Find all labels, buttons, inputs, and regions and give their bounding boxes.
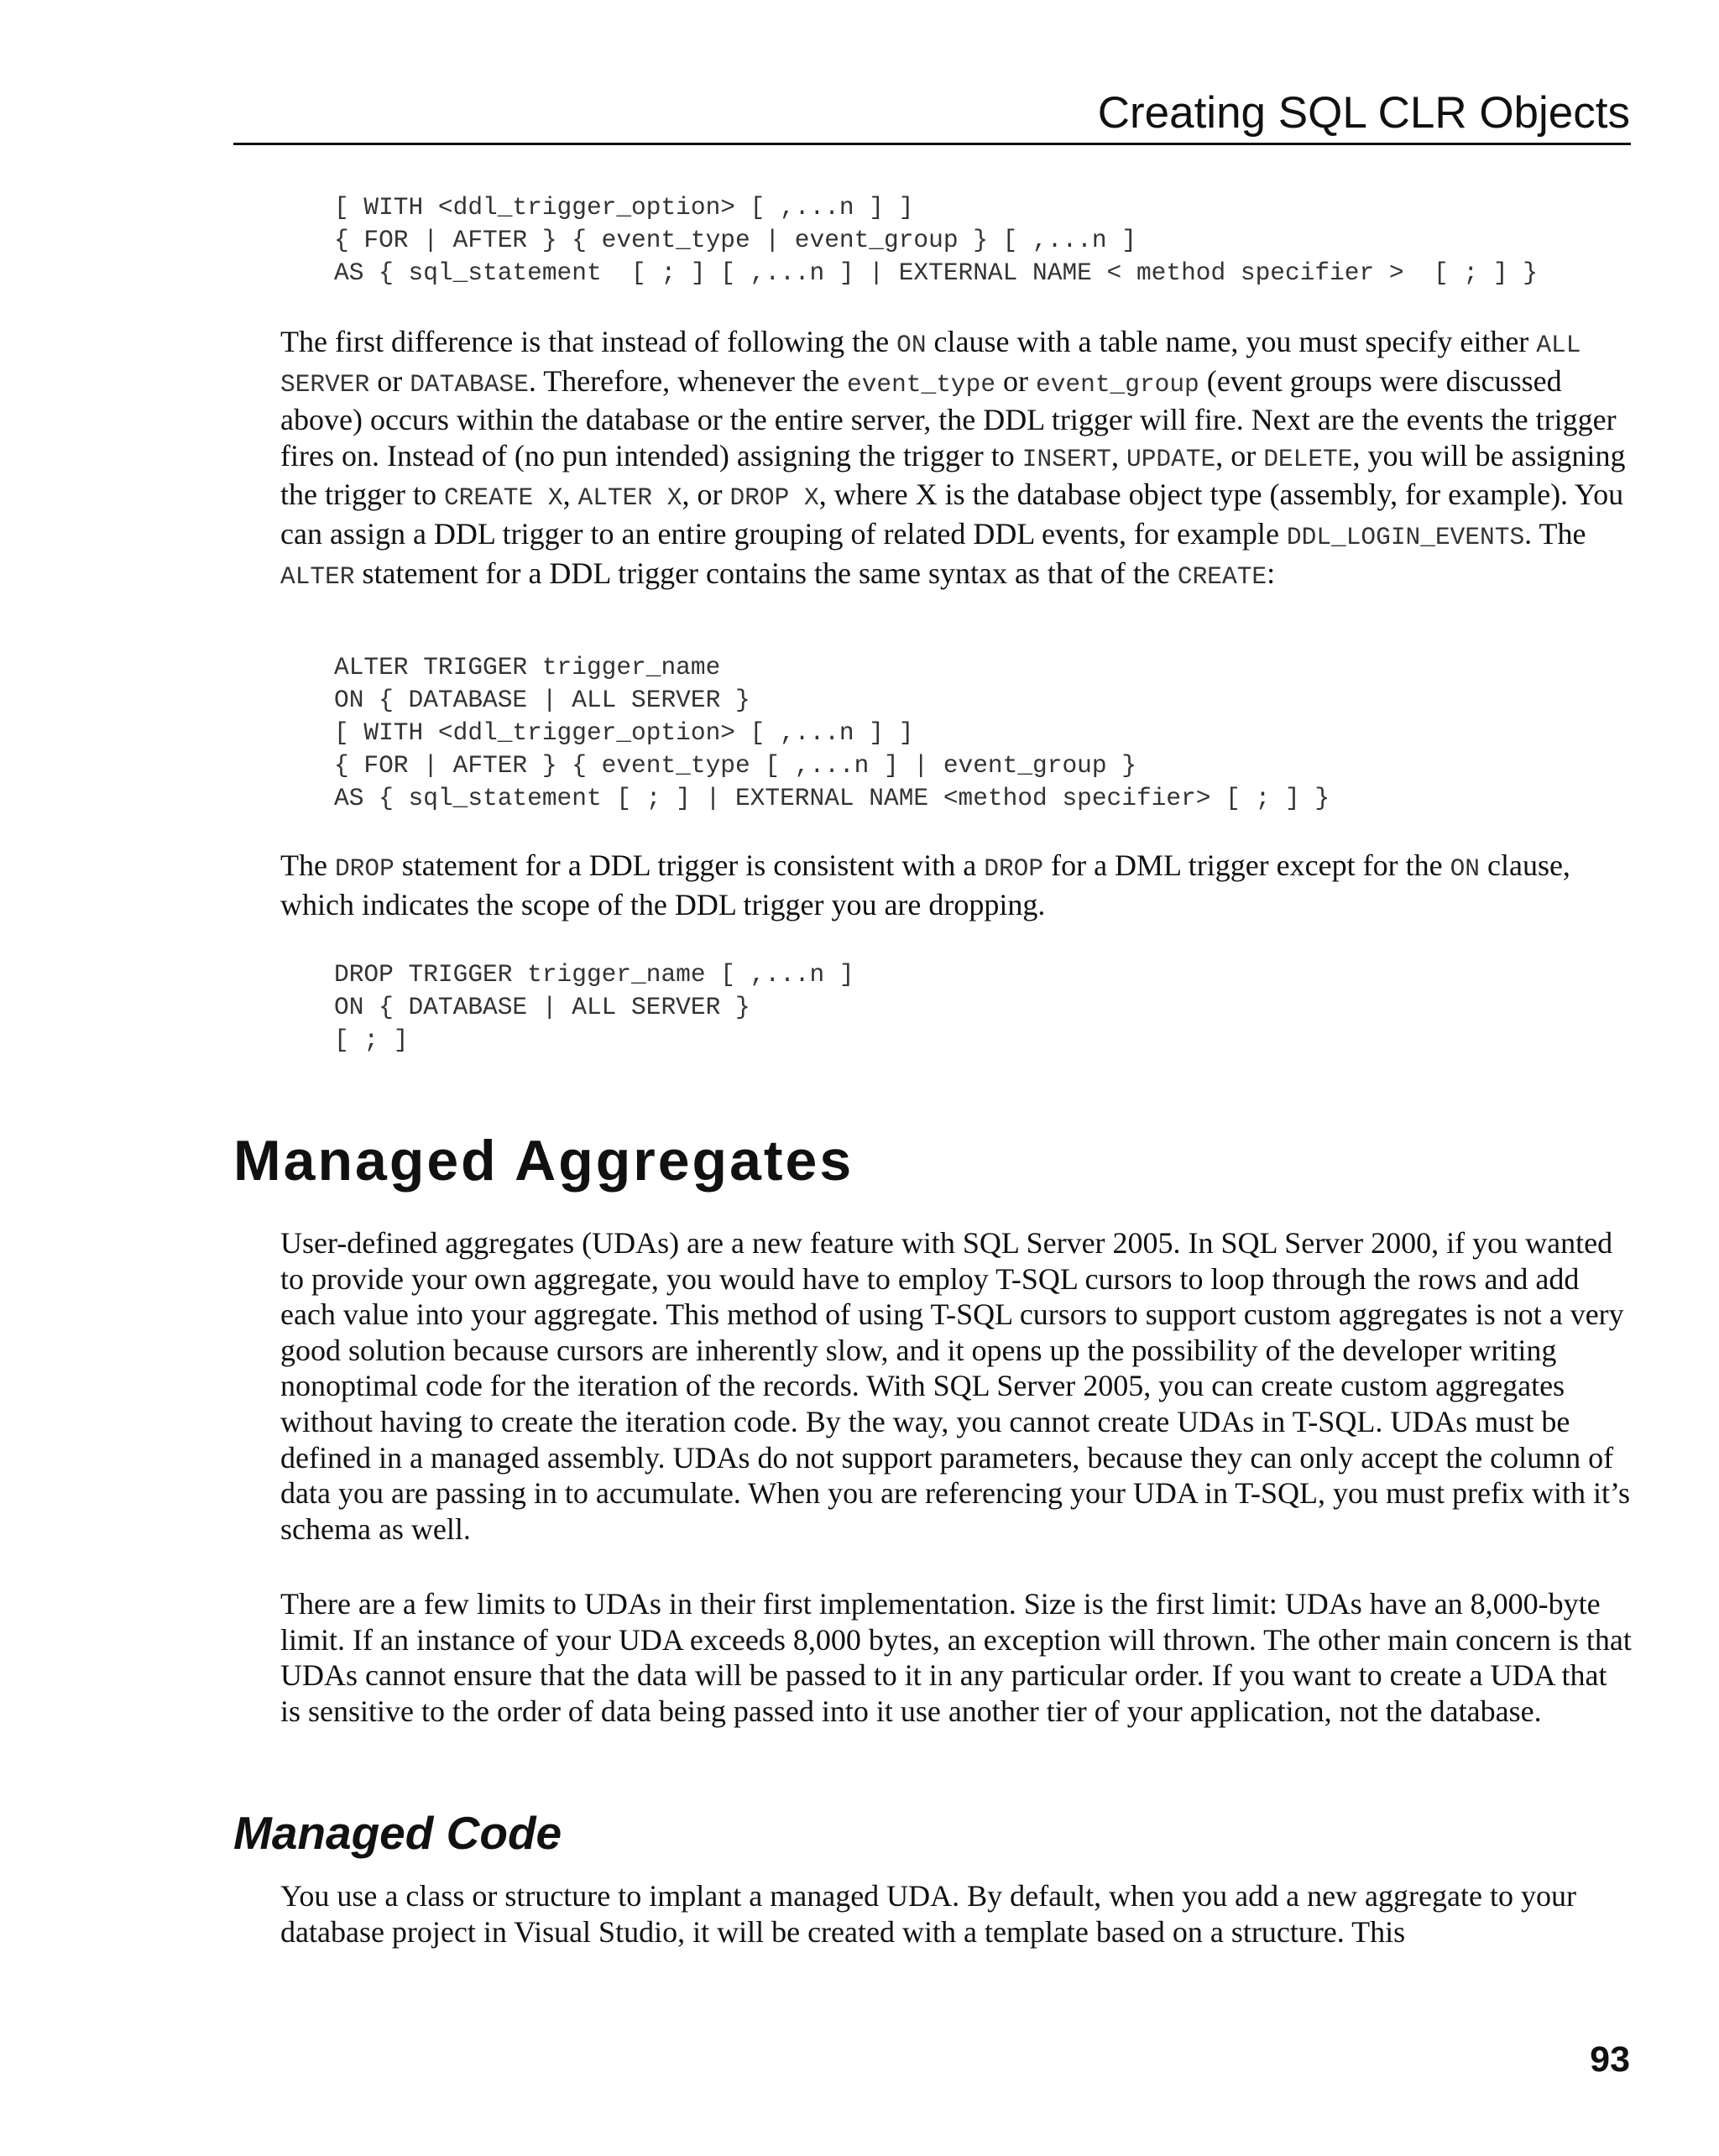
paragraph-managed-code: You use a class or structure to implant a managed UDA. By default, when you add a new aggregate to your database project in Visual Studio, it will be created with a template based on a structure. This <box>280 1879 1576 1949</box>
inline-code: UPDATE <box>1126 444 1216 473</box>
code-block-drop-trigger: DROP TRIGGER trigger_name [ ,...n ] ON { DATABASE | ALL SERVER } [ ; ] <box>334 960 854 1054</box>
page-header-title: Creating SQL CLR Objects <box>1097 88 1630 138</box>
inline-code: INSERT <box>1021 444 1112 473</box>
inline-code: event_type <box>847 369 996 399</box>
paragraph-drop-trigger: The DROP statement for a DDL trigger is consistent with a DROP for a DML trigger except for the ON clause, which indicates the scope of the DDL trigger you are dropping. <box>280 848 1570 921</box>
inline-code: ALTER <box>280 561 355 591</box>
code-block-alter-trigger: ALTER TRIGGER trigger_name ON { DATABASE | ALL SERVER } [ WITH <ddl_trigger_option> [ ,...n ] ] { FOR | AFTER } { event_type [ ,...n ] | event_group } AS { sql_statement [ ; ] | EXTERNAL NAME <method specifier> [ ; ] } <box>334 653 1330 812</box>
section-heading-managed-aggregates: Managed Aggregates <box>233 1129 854 1193</box>
code-block-create-trigger-tail: [ WITH <ddl_trigger_option> [ ,...n ] ] { FOR | AFTER } { event_type | event_group } [ ,...n ] AS { sql_statement [ ; ] [ ,...n ] | EXTERNAL NAME < method specifier > [ ; ] } <box>334 193 1538 287</box>
inline-code: event_group <box>1036 369 1199 399</box>
inline-code: ON <box>896 331 927 359</box>
paragraph-uda-intro: User-defined aggregates (UDAs) are a new feature with SQL Server 2005. In SQL Server 2000, if you wanted to provide your own aggregate, you would have to employ T-SQL cursors to loop through the rows and add each value into your aggregate. This method of using T-SQL cursors to support custom aggregates is not a very good solution because cursors are inherently slow, and it opens up the possibility of the developer writing nonoptimal code for the iteration of the records. With SQL Server 2005, you can create custom aggregates without having to create the iteration code. By the way, you cannot create UDAs in T-SQL. UDAs must be defined in a managed assembly. UDAs do not support parameters, because they can only accept the column of data you are passing in to accumulate. When you are referencing your UDA in T-SQL, you must prefix with it’s schema as well. <box>280 1226 1630 1546</box>
subsection-heading-managed-code: Managed Code <box>233 1807 562 1859</box>
inline-code: ON <box>1450 854 1480 883</box>
inline-code: DROP <box>984 854 1044 883</box>
inline-code: DROP X <box>729 483 819 513</box>
inline-code: ALL SERVER <box>280 331 1581 399</box>
inline-code: ALTER X <box>577 483 682 513</box>
inline-code: DROP <box>334 854 394 883</box>
paragraph-ddl-trigger-differences: The first difference is that instead of following the ON clause with a table name, you must specify either ALL SERVER or DATABASE. Therefore, whenever the event_type or event_group (event groups were discussed above) occurs within the database or the entire server, the DDL trigger will fire. Next are the events the trigger fires on. Instead of (no pun intended) assigning the trigger to INSERT, UPDATE, or DELETE, you will be assigning the trigger to CREATE X, ALTER X, or DROP X, where X is the database object type (assembly, for example). You can assign a DDL trigger to an entire grouping of related DDL events, for example DDL_LOGIN_EVENTS. The ALTER statement for a DDL trigger contains the same syntax as that of the CREATE: <box>280 325 1626 591</box>
inline-code: DATABASE <box>410 369 529 399</box>
inline-code: CREATE <box>1177 561 1267 591</box>
inline-code: DELETE <box>1263 444 1353 473</box>
paragraph-uda-limits: There are a few limits to UDAs in their first implementation. Size is the first limit: UDAs have an 8,000-byte limit. If an instance of your UDA exceeds 8,000 bytes, an exception will thrown. The other main concern is that UDAs cannot ensure that the data will be passed to it in any particular order. If you want to create a UDA that is sensitive to the order of data being passed into it use another tier of your application, not the database. <box>280 1587 1632 1728</box>
header-rule <box>233 143 1631 145</box>
page-number: 93 <box>1590 2039 1630 2080</box>
inline-code: DDL_LOGIN_EVENTS <box>1286 522 1525 551</box>
inline-code: CREATE X <box>443 483 563 513</box>
